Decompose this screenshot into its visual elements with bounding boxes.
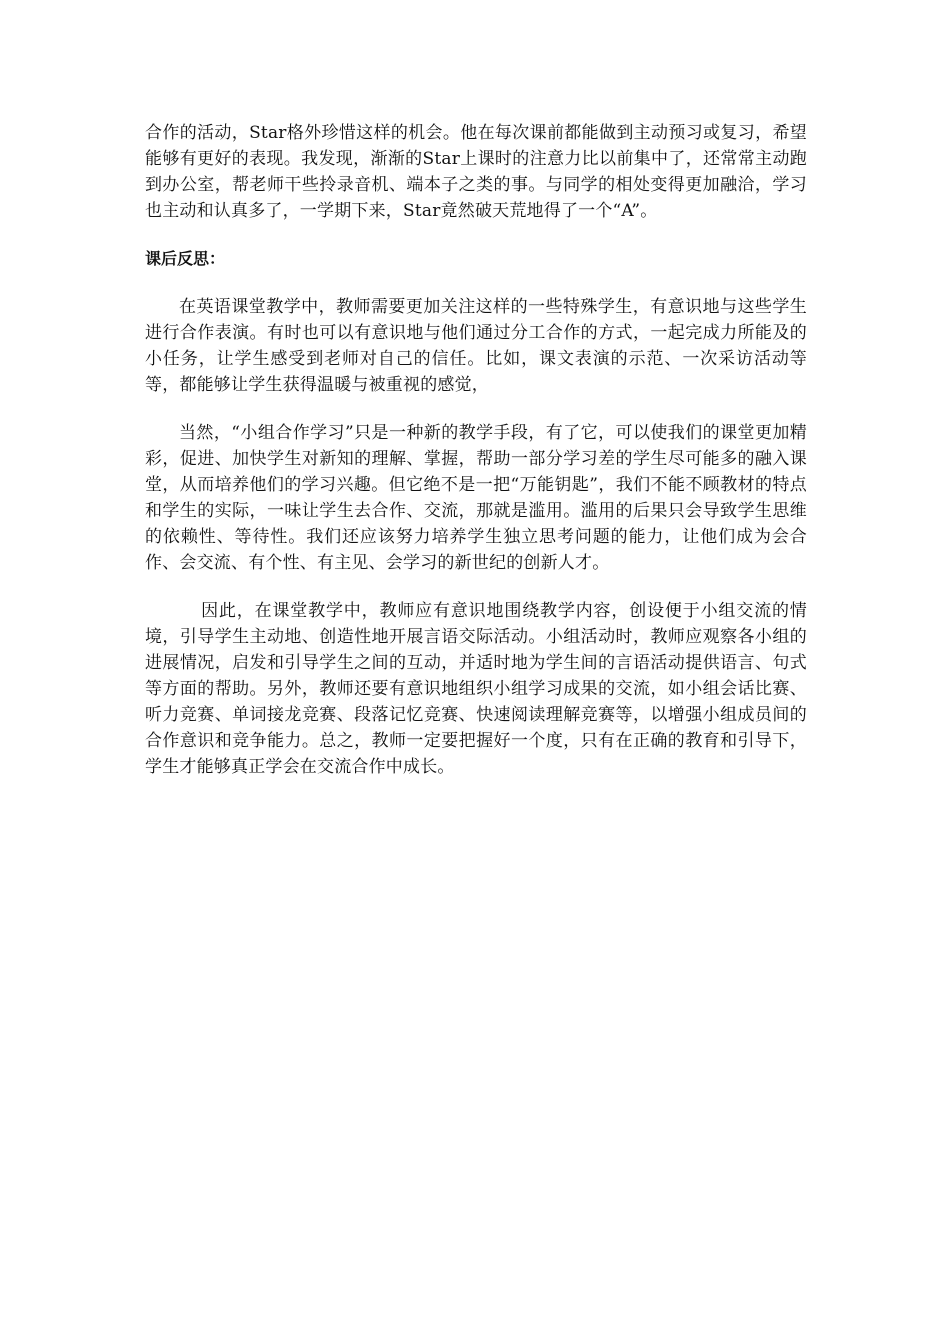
paragraph-teacher-attention: 在英语课堂教学中，教师需要更加关注这样的一些特殊学生，有意识地与这些学生进行合作表演。有时也可以有意识地与他们通过分工合作的方式，一起完成力所能及的小任务，让学生感受到老师对自己的信任。比如，课文表演的示范、一次采访活动等等，都能够让学生获得温暖与被重视的感觉， (145, 297, 807, 395)
paragraph-conclusion: 因此，在课堂教学中，教师应有意识地围绕教学内容，创设便于小组交流的情境，引导学生主动地、创造性地开展言语交际活动。小组活动时，教师应观察各小组的进展情况，启发和引导学生之间的互动，并适时地为学生间的言语活动提供语言、句式等方面的帮助。另外，教师还要有意识地组织小组学习成果的交流，如小组会话比赛、听力竞赛、单词接龙竞赛、段落记忆竞赛、快速阅读理解竞赛等，以增强小组成员间的合作意识和竞争能力。总之，教师一定要把握好一个度，只有在正确的教育和引导下，学生才能够真正学会在交流合作中成长。 (145, 601, 807, 777)
section-heading-reflection: 课后反思： (145, 249, 226, 268)
paragraph-group-learning: 当然，“小组合作学习”只是一种新的教学手段，有了它，可以使我们的课堂更加精彩，促进、加快学生对新知的理解、掌握，帮助一部分学习差的学生尽可能多的融入课堂，从而培养他们的学习兴趣。但它绝不是一把“万能钥匙”，我们不能不顾教材的特点和学生的实际，一味让学生去合作、交流，那就是滥用。滥用的后果只会导致学生思维的依赖性、等待性。我们还应该努力培养学生独立思考问题的能力，让他们成为会合作、会交流、有个性、有主见、会学习的新世纪的创新人才。 (145, 423, 807, 573)
document-body (145, 120, 807, 780)
paragraph-star-progress: 合作的活动，Star格外珍惜这样的机会。他在每次课前都能做到主动预习或复习，希望能够有更好的表现。我发现，渐渐的Star上课时的注意力比以前集中了，还常常主动跑到办公室，帮老师干些拎录音机、端本子之类的事。与同学的相处变得更加融洽，学习也主动和认真多了，一学期下来，Star竟然破天荒地得了一个“A”。 (145, 123, 807, 221)
